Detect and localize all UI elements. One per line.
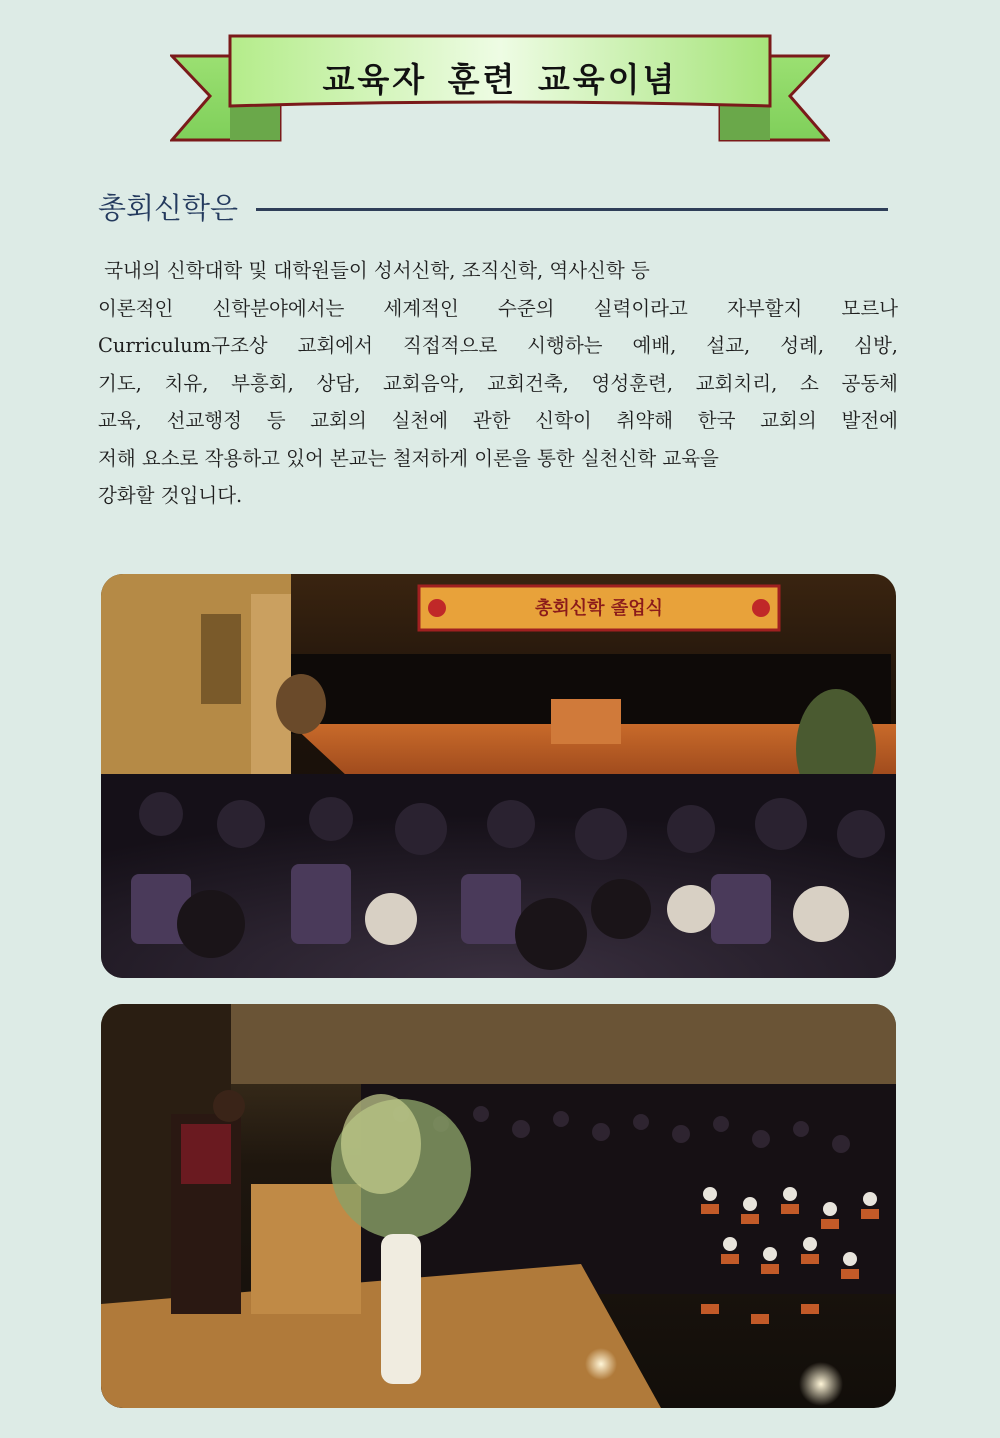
paragraph-line: 저해 요소로 작용하고 있어 본교는 철저하게 이론을 통한 실천신학 교육을 [98,446,719,470]
intro-paragraph [98,252,898,515]
paragraph-line: 강화할 것입니다. [98,484,243,507]
section-divider [256,208,888,211]
graduates-assembly-photo [101,1004,896,1408]
paragraph-line: 교육, 선교행정 등 교회의 실천에 관한 신학이 취약해 한국 교회의 발전에 [98,409,898,432]
section-heading [98,186,890,236]
paragraph-line: 이론적인 신학분야에서는 세계적인 수준의 실력이라고 자부할지 모르나 [98,296,898,320]
banner-text: 총회신학 졸업식 [535,598,663,619]
graduation-hall-photo [101,574,896,978]
paragraph-line: 국내의 신학대학 및 대학원들이 성서신학, 조직신학, 역사신학 등 [98,259,650,282]
banner-title: 교육자 훈련 교육이념 [322,60,678,99]
paragraph-line: Curriculum구조상 교회에서 직접적으로 시행하는 예배, 설교, 성례, 심방, [98,334,898,357]
paragraph-line: 기도, 치유, 부흥회, 상담, 교회음악, 교회건축, 영성훈련, 교회치리, 소 공동체 [98,371,898,395]
section-title: 총회신학은 [98,191,239,225]
title-banner [170,28,830,148]
